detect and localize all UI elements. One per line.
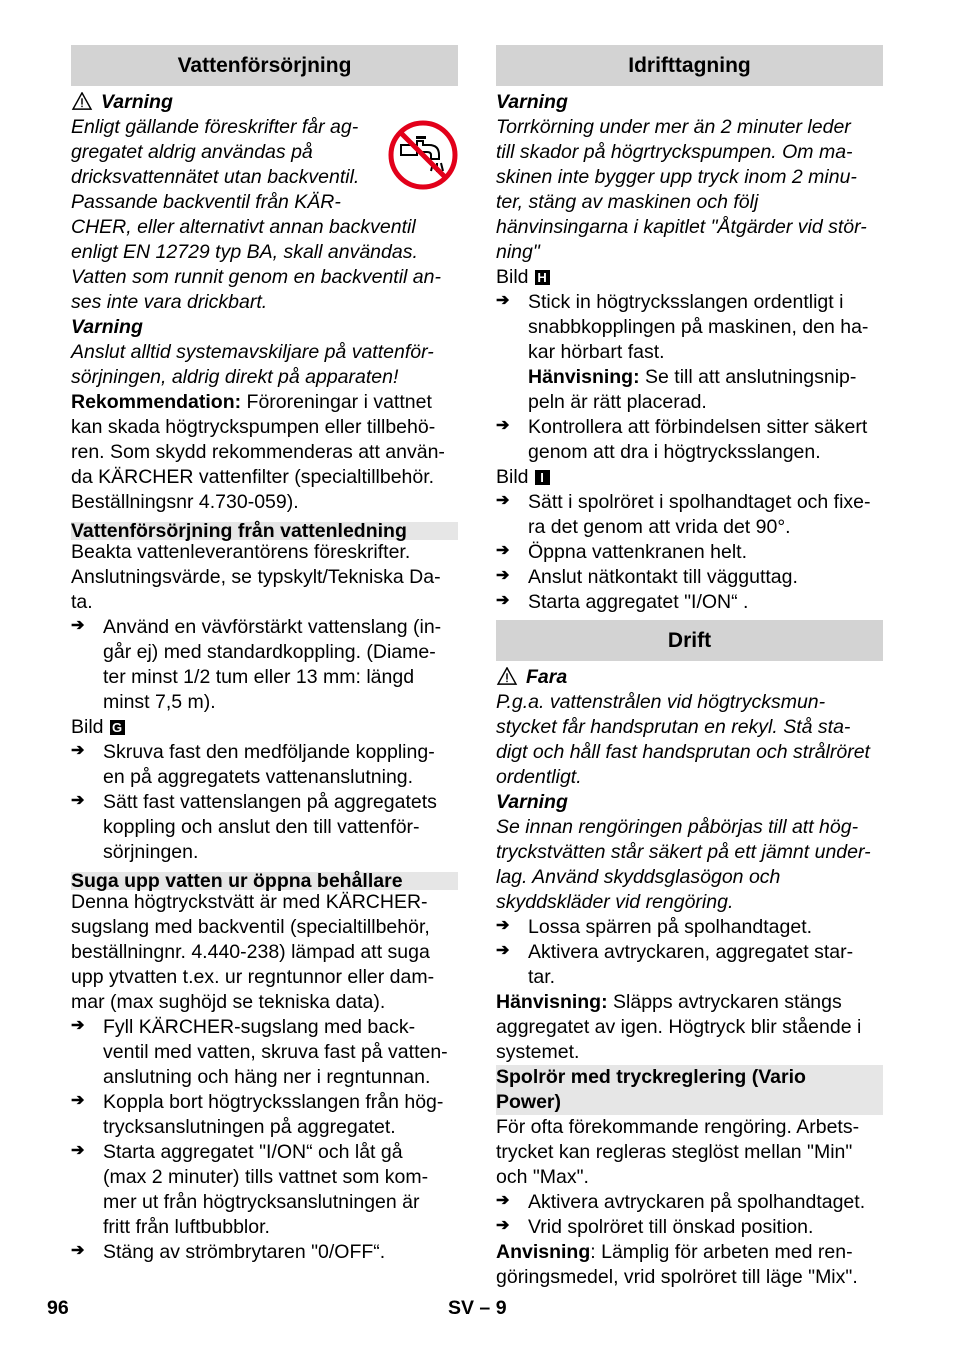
note-paragraph: Hänvisning: Släpps avtryckaren stängs aggregatet av igen. Högtryck blir stående i systemet.	[496, 991, 862, 1063]
section-title-idrifttagning: Idrifttagning	[496, 45, 883, 86]
list-item: ➔ Anslut nätkontakt till vägguttag.	[496, 566, 798, 588]
warning-heading-2: Varning	[71, 316, 143, 338]
page-label: SV – 9	[448, 1297, 507, 1319]
arrow-right-icon: ➔	[71, 617, 85, 634]
list-item: ➔ Stick in högtrycksslangen ordentligt i snabbkopplingen på maskinen, den ha- kar hörbart fast. Hänvisning: Se till att anslutningsnip- peln är rätt placerad.	[496, 291, 869, 413]
list-item: ➔ Kontrollera att förbindelsen sitter säkert genom att dra i högtrycksslangen.	[496, 416, 868, 463]
list-item: ➔ Vrid spolröret till önskad position.	[496, 1216, 814, 1238]
figure-letter-badge: I	[535, 470, 550, 485]
subsection-body-behallare: Denna högtryckstvätt är med KÄRCHER- sugslang med backventil (specialtillbehör, beställningnr. 4.440-238) lämpad att suga upp ytvatten t.ex. ur regntunnor eller dam- mar (max sughöjd se tekniska data).	[71, 891, 435, 1013]
note-label: Hänvisning:	[528, 366, 640, 388]
arrow-right-icon: ➔	[71, 1092, 85, 1109]
list-item: ➔ Fyll KÄRCHER-sugslang med back- ventil med vatten, skruva fast på vatten- anslutning och häng ner i regntunnan.	[71, 1016, 448, 1088]
arrow-right-icon: ➔	[496, 1217, 510, 1234]
section-title-drift: Drift	[496, 620, 883, 661]
list-item: ➔ Aktivera avtryckaren, aggregatet star- tar.	[496, 941, 854, 988]
arrow-right-icon: ➔	[71, 1142, 85, 1159]
arrow-right-icon: ➔	[496, 292, 510, 309]
arrow-right-icon: ➔	[496, 917, 510, 934]
warning-triangle-icon	[496, 667, 518, 685]
arrow-right-icon: ➔	[71, 792, 85, 809]
list-item: ➔ Stäng av strömbrytaren "0/OFF“.	[71, 1241, 386, 1263]
warning-text-backventil: Enligt gällande föreskrifter får ag- gregatet aldrig användas på dricksvattennätet utan backventil. Passande backventil från KÄR- CHER, eller alternativt annan backventil enligt EN 12729 typ BA, skall användas. Vatten som runnit genom en backventil an- ses inte vara drickbart.	[71, 116, 441, 313]
note-label: Hänvisning:	[496, 991, 608, 1013]
arrow-right-icon: ➔	[496, 492, 510, 509]
figure-letter-badge: H	[535, 270, 550, 285]
subsection-body-vattenledning: Beakta vattenleverantörens föreskrifter. Anslutningsvärde, se typskylt/Tekniska Da- ta.	[71, 541, 441, 613]
page-number: 96	[47, 1297, 69, 1319]
list-item: ➔ Koppla bort högtrycksslangen från hög- trycksanslutningen på aggregatet.	[71, 1091, 444, 1138]
arrow-right-icon: ➔	[496, 567, 510, 584]
warning-triangle-icon	[71, 92, 93, 110]
arrow-right-icon: ➔	[496, 592, 510, 609]
arrow-right-icon: ➔	[496, 1192, 510, 1209]
list-item: ➔ Starta aggregatet "I/ON“ .	[496, 591, 749, 613]
warning-text-skydd: Se innan rengöringen påbörjas till att hög- tryckstvätten står säkert på ett jämnt under- lag. Använd skyddsglasögon och skyddskläder vid rengöring.	[496, 816, 871, 913]
figure-reference-h: Bild H	[496, 265, 883, 290]
list-item: ➔ Starta aggregatet "I/ON“ och låt gå (max 2 minuter) tills vattnet som kom- mer ut från högtrycksanslutningen är fritt från luftbubblor.	[71, 1141, 429, 1238]
arrow-right-icon: ➔	[496, 542, 510, 559]
figure-reference-g: Bild G	[71, 715, 458, 740]
warning-heading: Varning	[71, 90, 458, 115]
subsection-title-vattenledning: Vattenförsörjning från vattenledning	[71, 522, 458, 540]
arrow-right-icon: ➔	[496, 417, 510, 434]
figure-letter-badge: G	[110, 720, 125, 735]
danger-text: P.g.a. vattenstrålen vid högtrycksmun- stycket får handsprutan en rekyl. Stå sta- digt och håll fast handsprutan och strålröret ordentligt.	[496, 691, 870, 788]
list-item: ➔ Lossa spärren på spolhandtaget.	[496, 916, 813, 938]
list-item: ➔ Sätt i spolröret i spolhandtaget och fixe- ra det genom att vrida det 90°.	[496, 491, 871, 538]
danger-heading: Fara	[496, 665, 883, 690]
warning-text-torrkorning: Torrkörning under mer än 2 minuter leder till skador på högrtryckspumpen. Om ma- skinen inte bygger upp tryck inom 2 minu- ter, stäng av maskinen och följ hänvinsingarna i kapitlet "Åtgärder vid stör- ning"	[496, 116, 867, 263]
list-item: ➔ Sätt fast vattenslangen på aggregatets koppling och anslut den till vattenför- sörjningen.	[71, 791, 437, 863]
subsection-title-vario-power: Spolrör med tryckreglering (Vario Power)	[496, 1065, 883, 1115]
warning-heading-2: Varning	[496, 791, 568, 813]
recommendation-paragraph: Rekommendation: Föroreningar i vattnet kan skada högtryckspumpen eller tillbehö- ren. Som skydd rekommenderas att använ- da KÄRCHER vattenfilter (specialtillbehör. Beställningsnr 4.730-059).	[71, 391, 445, 513]
arrow-right-icon: ➔	[71, 1242, 85, 1259]
instruction-paragraph: Anvisning: Lämplig för arbeten med ren- göringsmedel, vrid spolröret till läge "Mix".	[496, 1241, 858, 1288]
subsection-body-vario-power: För ofta förekommande rengöring. Arbets- trycket kan regleras steglöst mellan "Min" och "Max".	[496, 1116, 860, 1188]
list-item: ➔ Aktivera avtryckaren på spolhandtaget.	[496, 1191, 866, 1213]
arrow-right-icon: ➔	[71, 742, 85, 759]
arrow-right-icon: ➔	[71, 1017, 85, 1034]
list-item: ➔ Öppna vattenkranen helt.	[496, 541, 747, 563]
section-title-vattenforsorjning: Vattenförsörjning	[71, 45, 458, 86]
subsection-title-behallare: Suga upp vatten ur öppna behållare	[71, 872, 458, 890]
arrow-right-icon: ➔	[496, 942, 510, 959]
instruction-label: Anvisning	[496, 1241, 591, 1263]
recommendation-label: Rekommendation:	[71, 391, 242, 413]
figure-reference-i: Bild I	[496, 465, 883, 490]
left-column	[71, 45, 458, 1265]
right-column	[496, 45, 883, 1290]
no-drinking-water-icon	[387, 119, 459, 191]
warning-heading: Varning	[496, 91, 568, 113]
warning-text-systemavskiljare: Anslut alltid systemavskiljare på vattenför- sörjningen, aldrig direkt på apparaten!	[71, 341, 434, 388]
list-item: ➔ Skruva fast den medföljande koppling- en på aggregatets vattenanslutning.	[71, 741, 435, 788]
list-item: ➔ Använd en vävförstärkt vattenslang (in- går ej) med standardkoppling. (Diame- ter minst 1/2 tum eller 13 mm: längd minst 7,5 m).	[71, 616, 442, 713]
